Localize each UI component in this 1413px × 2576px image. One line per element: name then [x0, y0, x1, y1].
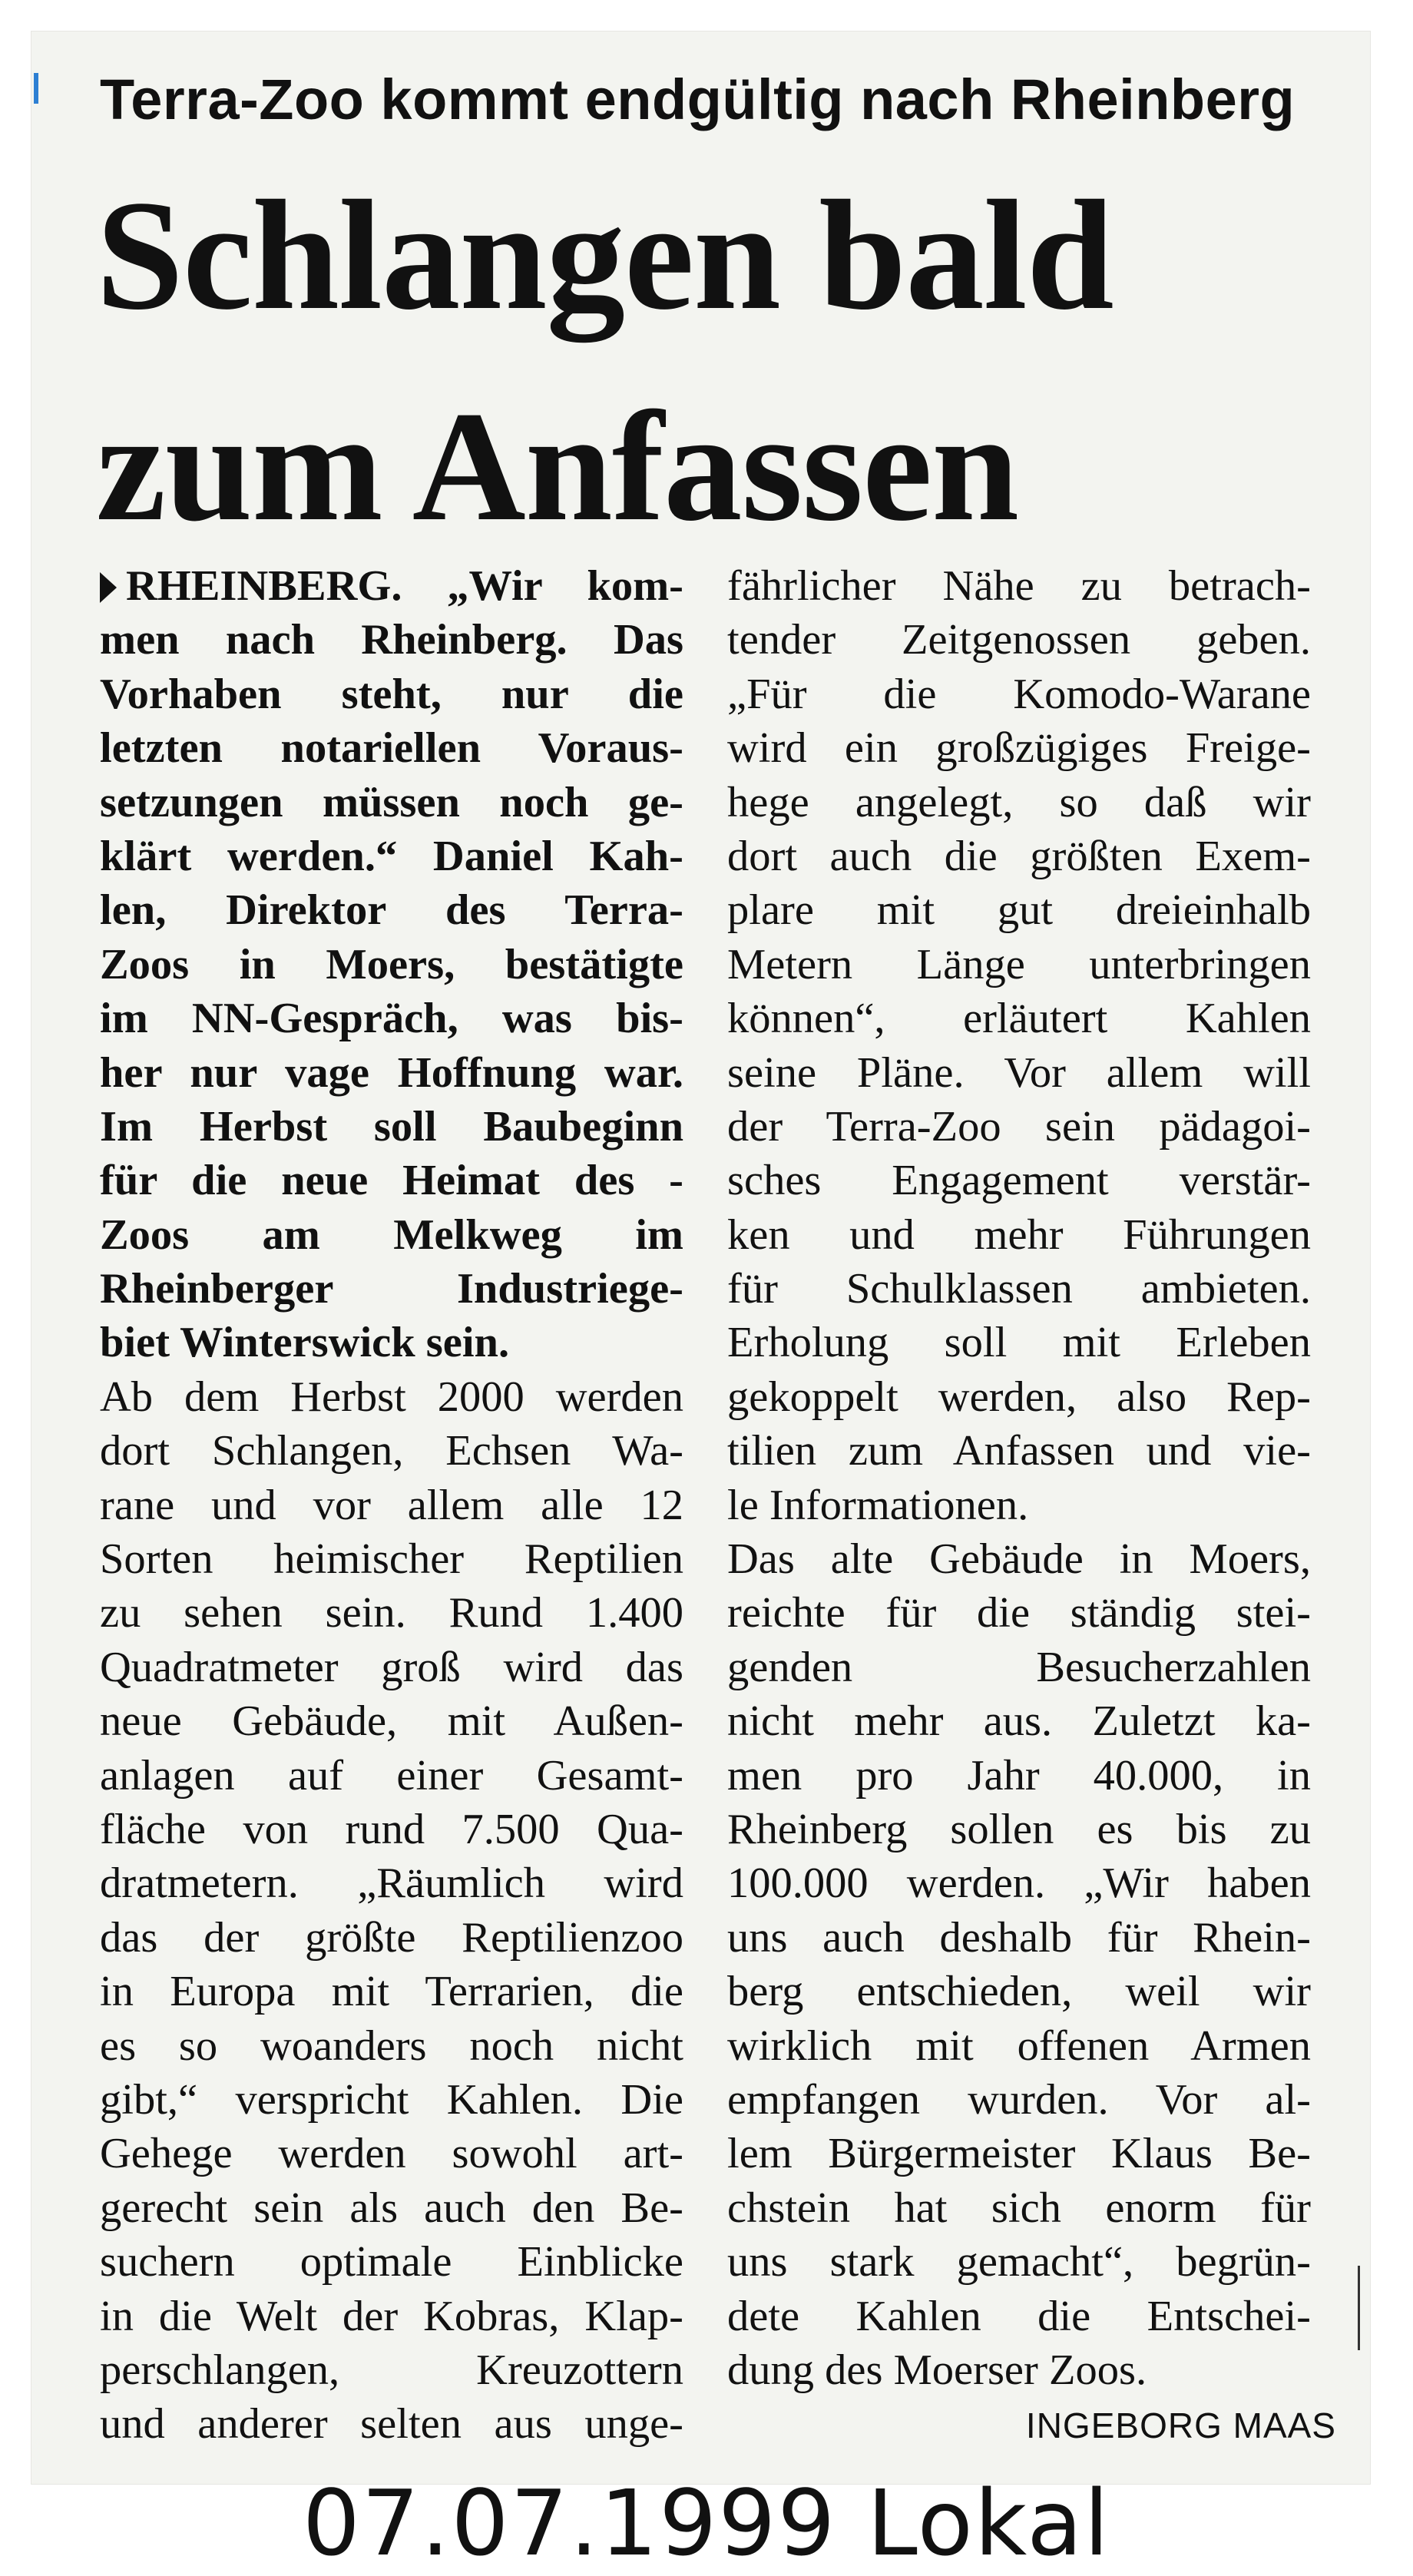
text-line [100, 1856, 683, 1910]
text-line [727, 559, 1311, 613]
text-line-content: Rheinberger Industriege- [100, 1265, 683, 1313]
text-line-content: dratmetern. „Räumlich wird [100, 1859, 683, 1908]
text-line [100, 776, 683, 829]
column-right [727, 559, 1311, 2397]
text-line-content: Im Herbst soll Baubeginn [100, 1102, 683, 1151]
text-line-content: RHEINBERG. „Wir kom- [126, 562, 683, 610]
text-line-content: anlagen auf einer Gesamt- [100, 1751, 683, 1800]
text-line [727, 883, 1311, 937]
text-line-content: gibt,“ verspricht Kahlen. Die [100, 2075, 683, 2124]
text-line-content: chstein hat sich enorm für [727, 2184, 1311, 2232]
text-line-content: zu sehen sein. Rund 1.400 [100, 1589, 683, 1637]
text-line [727, 992, 1311, 1045]
text-line-content: für Schulklassen ambieten. [727, 1265, 1311, 1313]
text-line-content: rane und vor allem alle 12 [100, 1481, 683, 1529]
text-line-content: plare mit gut dreieinhalb [727, 886, 1311, 935]
text-line [727, 1856, 1311, 1910]
headline-line: Schlangen bald [96, 168, 1114, 343]
text-line-content: Metern Länge unterbringen [727, 940, 1311, 988]
text-line [727, 1749, 1311, 1803]
text-line [100, 667, 683, 721]
text-line [727, 1803, 1311, 1856]
text-line [100, 1803, 683, 1856]
text-line [100, 1965, 683, 2018]
text-line-content: für die neue Heimat des - [100, 1157, 683, 1205]
text-line-content: und anderer selten aus unge- [100, 2400, 683, 2449]
text-line [100, 938, 683, 992]
text-line [100, 1586, 683, 1640]
text-line [100, 559, 683, 613]
text-line [100, 883, 683, 937]
text-line-content: uns auch deshalb für Rhein- [727, 1913, 1311, 1962]
text-line-content: das der größte Reptilienzoo [100, 1913, 683, 1962]
edge-mark [1358, 2266, 1360, 2350]
text-line-content: men pro Jahr 40.000, in [727, 1751, 1311, 1800]
text-line-content: fläche von rund 7.500 Qua- [100, 1805, 683, 1853]
text-line [100, 2343, 683, 2397]
text-line-content: reichte für die ständig stei- [727, 1589, 1311, 1637]
text-line [100, 1478, 683, 1532]
text-line-content: len, Direktor des Terra- [100, 886, 683, 935]
text-line-content: ken und mehr Führungen [727, 1210, 1311, 1259]
text-line-content: Ab dem Herbst 2000 werden [100, 1372, 683, 1421]
text-line-content: suchern optimale Einblicke [100, 2238, 683, 2286]
text-line-content: nicht mehr aus. Zuletzt ka- [727, 1697, 1311, 1746]
text-line-content: klärt werden.“ Daniel Kah- [100, 832, 683, 880]
text-line-content: der Terra-Zoo sein pädagoi- [727, 1102, 1311, 1151]
article-byline: INGEBORG MAAS [1025, 2405, 1336, 2445]
text-line [727, 2019, 1311, 2073]
text-line [727, 2073, 1311, 2127]
article-body-right [727, 559, 1311, 2397]
text-line-content: „Für die Komodo-Warane [727, 670, 1311, 718]
text-line-content: Vorhaben steht, nur die [100, 670, 683, 718]
text-line [100, 1749, 683, 1803]
text-line-content: uns stark gemacht“, begrün- [727, 2238, 1311, 2286]
text-line-content: Sorten heimischer Reptilien [100, 1535, 683, 1584]
article-body-left [100, 1370, 683, 2452]
article-headline [96, 150, 1340, 572]
text-line-content: Das alte Gebäude in Moers, [727, 1535, 1311, 1584]
text-line [100, 1694, 683, 1748]
text-line [727, 2127, 1311, 2180]
text-line-content: 100.000 werden. „Wir haben [727, 1859, 1311, 1908]
text-line-content: in Europa mit Terrarien, die [100, 1968, 683, 2016]
text-line [100, 2019, 683, 2073]
text-line [100, 829, 683, 883]
text-line [100, 1370, 683, 1424]
text-line [727, 1154, 1311, 1207]
text-line-content: Erholung soll mit Erleben [727, 1319, 1311, 1367]
text-line [727, 2343, 1311, 2397]
text-line-content: men nach Rheinberg. Das [100, 616, 683, 664]
text-line [727, 1965, 1311, 2018]
text-line [100, 2290, 683, 2343]
text-line-content: gekoppelt werden, also Rep- [727, 1372, 1311, 1421]
text-line-content: seine Pläne. Vor allem will [727, 1048, 1311, 1097]
text-line-content: fährlicher Nähe zu betrach- [727, 562, 1311, 610]
text-line [727, 1641, 1311, 1694]
text-line [727, 2235, 1311, 2289]
text-line [100, 1641, 683, 1694]
text-line [727, 721, 1311, 775]
text-line [100, 1424, 683, 1478]
triangle-marker-icon [100, 572, 117, 603]
text-line-content: Zoos am Melkweg im [100, 1210, 683, 1259]
text-line [100, 2181, 683, 2235]
text-line-content: dete Kahlen die Entschei- [727, 2292, 1311, 2340]
text-line [727, 1100, 1311, 1154]
text-line-content: lem Bürgermeister Klaus Be- [727, 2130, 1311, 2178]
text-line [100, 2235, 683, 2289]
text-line [727, 1478, 1311, 1532]
text-line [727, 1316, 1311, 1369]
text-line-content: Zoos in Moers, bestätigte [100, 940, 683, 988]
text-line-content: neue Gebäude, mit Außen- [100, 1697, 683, 1746]
text-line [100, 1208, 683, 1262]
text-line-content: gerecht sein als auch den Be- [100, 2184, 683, 2232]
text-line [727, 1262, 1311, 1316]
text-line-content: perschlangen, Kreuzottern [100, 2346, 683, 2394]
article-columns [100, 559, 1332, 2449]
text-line [727, 613, 1311, 667]
text-line [727, 776, 1311, 829]
text-line-content: setzungen müssen noch ge- [100, 778, 683, 826]
text-line [100, 2127, 683, 2180]
text-line-content: letzten notariellen Voraus- [100, 724, 683, 773]
text-line [100, 1100, 683, 1154]
text-line-content: wirklich mit offenen Armen [727, 2021, 1311, 2070]
text-line-content: empfangen wurden. Vor al- [727, 2075, 1311, 2124]
text-line-content: tender Zeitgenossen geben. [727, 616, 1311, 664]
text-line [100, 2073, 683, 2127]
text-line [100, 721, 683, 775]
text-line [100, 1154, 683, 1207]
text-line-content: her nur vage Hoffnung war. [100, 1048, 683, 1097]
text-line-content: genden Besucherzahlen [727, 1643, 1311, 1691]
text-line-content: im NN-Gespräch, was bis- [100, 995, 683, 1043]
text-line-content: Gehege werden sowohl art- [100, 2130, 683, 2178]
text-line [727, 938, 1311, 992]
text-line [727, 1208, 1311, 1262]
text-line-content: berg entschieden, weil wir [727, 1968, 1311, 2016]
text-line [100, 1532, 683, 1586]
article-kicker: Terra-Zoo kommt endgültig nach Rheinberg [100, 68, 1296, 131]
text-line [727, 1370, 1311, 1424]
text-line-content: biet Winterswick sein. [100, 1319, 510, 1367]
text-line-content: dort Schlangen, Echsen Wa- [100, 1427, 683, 1475]
text-line [100, 1911, 683, 1965]
text-line [100, 992, 683, 1045]
text-line [727, 1424, 1311, 1478]
column-left [100, 559, 683, 2452]
text-line [727, 1532, 1311, 1586]
text-line [727, 1911, 1311, 1965]
text-line-content: Rheinberg sollen es bis zu [727, 1805, 1311, 1853]
text-line [727, 2181, 1311, 2235]
text-line-content: sches Engagement verstär- [727, 1157, 1311, 1205]
text-line-content: Quadratmeter groß wird das [100, 1643, 683, 1691]
text-line-content: wird ein großzügiges Freige- [727, 724, 1311, 773]
text-line [100, 1316, 683, 1369]
text-line [100, 2397, 683, 2451]
text-line [727, 2290, 1311, 2343]
text-line [727, 1694, 1311, 1748]
text-line-content: le Informationen. [727, 1481, 1029, 1529]
clipping-caption: 07.07.1999 Lokal [302, 2470, 1111, 2576]
margin-mark [34, 73, 38, 104]
text-line-content: tilien zum Anfassen und vie- [727, 1427, 1311, 1475]
text-line [727, 1046, 1311, 1100]
text-line [727, 667, 1311, 721]
text-line-content: in die Welt der Kobras, Klap- [100, 2292, 683, 2340]
text-line [100, 613, 683, 667]
article-lead [100, 559, 683, 1370]
text-line-content: es so woanders noch nicht [100, 2021, 683, 2070]
text-line-content: dort auch die größten Exem- [727, 832, 1311, 880]
text-line-content: können“, erläutert Kahlen [727, 995, 1311, 1043]
text-line-content: hege angelegt, so daß wir [727, 778, 1311, 826]
text-line [727, 829, 1311, 883]
text-line [727, 1586, 1311, 1640]
text-line [100, 1262, 683, 1316]
text-line [100, 1046, 683, 1100]
headline-line: zum Anfassen [96, 379, 1019, 554]
text-line-content: dung des Moerser Zoos. [727, 2346, 1147, 2394]
